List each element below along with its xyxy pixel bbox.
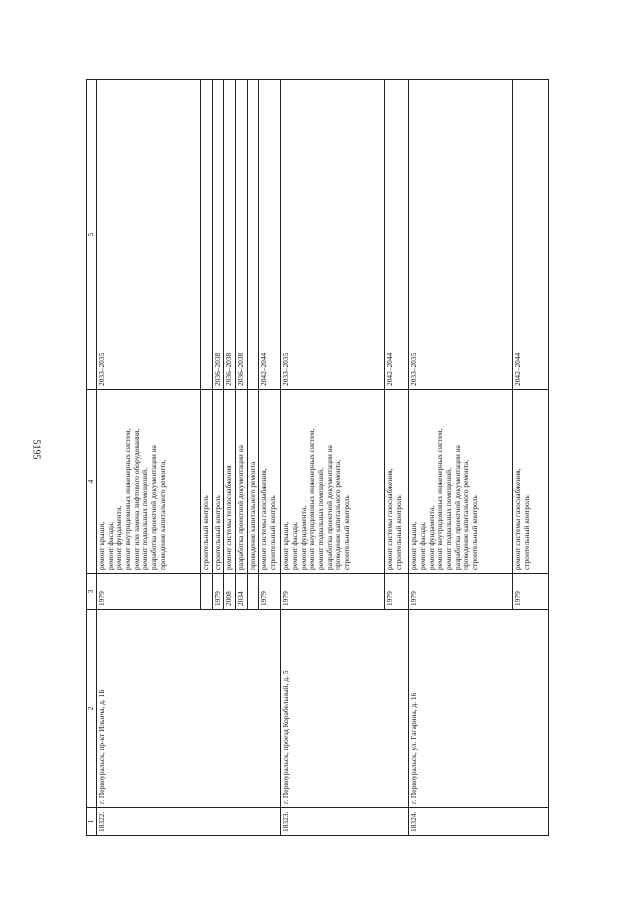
period-cell: 2036–2038 — [224, 80, 236, 390]
header-cell: 1 — [87, 808, 97, 836]
year-cell — [201, 574, 213, 610]
works-cell: проведение капитального ремонта — [247, 390, 259, 574]
address-cell: г. Первоуральск, пр-кт Ильича, д. 1Б — [97, 610, 281, 808]
works-cell: ремонт системы теплоснабжения — [224, 390, 236, 574]
works-cell: ремонт системы газоснабжения, строительный контроль — [513, 390, 549, 574]
header-cell: 3 — [87, 574, 97, 610]
header-cell: 5 — [87, 80, 97, 390]
page-number: 5195 — [30, 439, 42, 460]
repair-schedule-table — [86, 79, 549, 836]
year-cell: 1979 — [409, 574, 513, 610]
rotated-page — [86, 80, 546, 836]
period-cell — [201, 80, 213, 390]
period-cell: 2033–2035 — [281, 80, 385, 390]
year-cell: 1979 — [281, 574, 385, 610]
period-cell: 2042–2044 — [259, 80, 281, 390]
works-cell: строительный контроль — [201, 390, 213, 574]
year-cell: 1979 — [259, 574, 281, 610]
period-cell: 2036–2038 — [235, 80, 247, 390]
period-cell: 2033–2035 — [97, 80, 201, 390]
works-cell: разработка проектной документации на — [235, 390, 247, 574]
works-cell: строительный контроль — [212, 390, 224, 574]
year-cell: 1979 — [212, 574, 224, 610]
row-number: 18324. — [409, 808, 549, 836]
header-cell: 4 — [87, 390, 97, 574]
period-cell: 2036–2038 — [212, 80, 224, 390]
table-row — [281, 80, 385, 836]
year-cell: 2008 — [224, 574, 236, 610]
works-cell: ремонт крыши, ремонт фасада, ремонт фундамента, ремонт внутридомовых инженерных систем, ремонт подвальных помещений, разработка проектной документации на проведение капитального ремонта, строительный контроль — [409, 390, 513, 574]
year-cell: 1979 — [97, 574, 201, 610]
address-cell: г. Первоуральск, проезд Корабельный, д. 5 — [281, 610, 409, 808]
works-cell: ремонт крыши, ремонт фасада, ремонт фундамента, ремонт внутридомовых инженерных систем, ремонт подвальных помещений, разработка проектной документации на проведение капитального ремонта, строительный контроль — [281, 390, 385, 574]
year-cell: 1979 — [385, 574, 409, 610]
period-cell — [247, 80, 259, 390]
year-cell — [247, 574, 259, 610]
year-cell: 1979 — [513, 574, 549, 610]
address-cell: г. Первоуральск, ул. Гагарина, д. 16 — [409, 610, 549, 808]
row-number: 18323. — [281, 808, 409, 836]
header-cell: 2 — [87, 610, 97, 808]
period-cell: 2033–2035 — [409, 80, 513, 390]
table-row — [97, 80, 201, 836]
works-cell: ремонт системы газоснабжения, строительный контроль — [259, 390, 281, 574]
works-cell: ремонт крыши, ремонт фасада, ремонт фундамента, ремонт внутридомовых инженерных систем, ремонт или замена лифтового оборудования, ремонт подвальных помещений, разработка проектной документации на проведение капитального ремонта, — [97, 390, 201, 574]
period-cell: 2042–2044 — [513, 80, 549, 390]
works-cell: ремонт системы газоснабжения, строительный контроль — [385, 390, 409, 574]
period-cell: 2042–2044 — [385, 80, 409, 390]
row-number: 18322. — [97, 808, 281, 836]
table-header-row — [87, 80, 97, 836]
table-row — [409, 80, 513, 836]
year-cell: 2034 — [235, 574, 247, 610]
